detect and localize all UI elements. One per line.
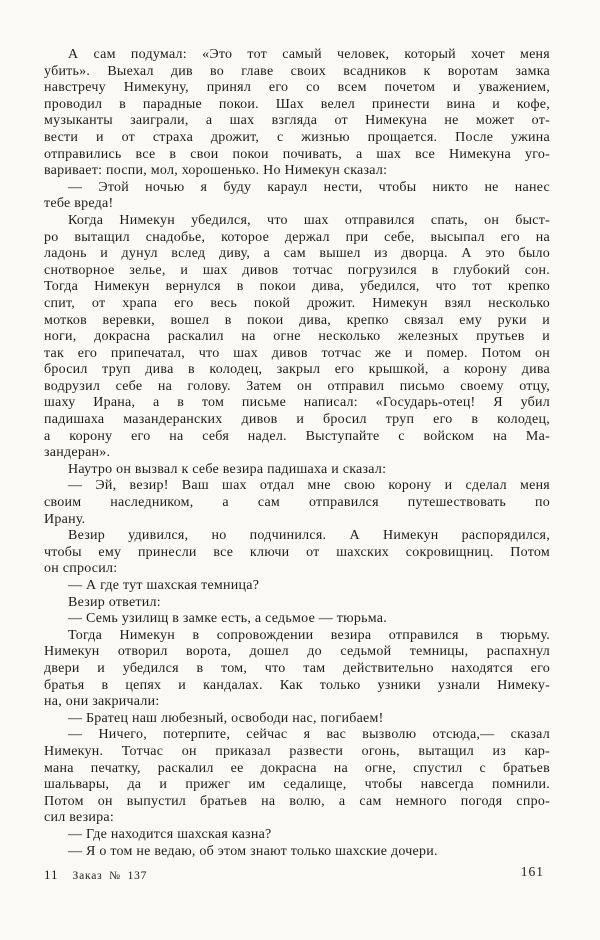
text-block xyxy=(44,47,550,860)
text-line: бросил труп дива в колодец, закрыл его крышкой, а корону дива xyxy=(44,362,550,378)
text-line: убить». Выехал див во главе своих всадников к воротам замка xyxy=(44,63,550,79)
text-line: Ирану. xyxy=(44,511,86,527)
page-number: 161 xyxy=(520,864,544,879)
paragraph xyxy=(44,180,550,213)
text-line: тебе вреда! xyxy=(44,196,114,212)
text-line: музыканты заиграли, а шах взгляда от Нимекуна не может от- xyxy=(44,113,550,129)
paragraph xyxy=(44,47,550,180)
paragraph xyxy=(44,844,550,861)
text-line: Наутро он вызвал к себе везира падишаха и сказал: xyxy=(68,461,387,477)
paragraph xyxy=(44,628,550,711)
text-line: — Я о том не ведаю, об этом знают только шахские дочери. xyxy=(68,843,438,859)
paragraph xyxy=(44,478,550,528)
text-line: шаху Ирана, а в том письме написал: «Государь-отец! Я убил xyxy=(44,395,550,411)
paragraph xyxy=(44,528,550,578)
text-line: Нимекун. Тотчас он приказал развести огонь, вытащил из кар- xyxy=(44,743,550,759)
text-line: — Ничего, потерпите, сейчас я вас вызволю отсюда,— сказал xyxy=(68,727,550,743)
text-line: варивает: поспи, мол, хорошенько. Но Нимекун сказал: xyxy=(44,163,388,179)
text-line: проводил в парадные покои. Шах велел принести вина и кофе, xyxy=(44,96,550,112)
text-line: Везир ответил: xyxy=(68,594,161,610)
text-line: — Братец наш любезный, освободи нас, погибаем! xyxy=(68,710,384,726)
order-label: Заказ № 137 xyxy=(72,870,148,882)
text-line: Когда Нимекун убедился, что шах отправился спать, он быст- xyxy=(68,212,550,228)
text-line: Везир удивился, но подчинился. А Нимекун распорядился, xyxy=(68,528,550,544)
text-line: чтобы ему принесли все ключи от шахских сокровищниц. Потом xyxy=(44,544,550,560)
text-line: падишаха мазандеранских дивов и бросил труп его в колодец, xyxy=(44,412,550,428)
text-line: двери и убедился в том, что там действительно находятся его xyxy=(44,660,550,676)
paragraph xyxy=(44,711,550,728)
text-line: а корону его на себя надел. Выступайте с войском на Ма- xyxy=(44,428,550,444)
text-line: водрузил себе на голову. Затем он отправил письмо своему отцу, xyxy=(44,378,550,394)
text-line: сил везира: xyxy=(44,810,114,826)
text-line: отправились все в свои покои почивать, а шах все Нимекуна уго- xyxy=(44,146,550,162)
text-line: ноги, докрасна раскалил на огне несколько железных прутьев и xyxy=(44,329,550,345)
paragraph xyxy=(44,578,550,595)
text-line: ро вытащил снадобье, которое держал при себе, высыпал его на xyxy=(44,229,550,245)
text-line: он спросил: xyxy=(44,561,118,577)
text-line: навстречу Нимекуну, принял его со всем почетом и уважением, xyxy=(44,80,550,96)
text-line: Тогда Нимекун вернулся в покои дива, убедился, что тот крепко xyxy=(44,279,550,295)
text-line: — Эй, везир! Ваш шах отдал мне свою корону и сделал меня xyxy=(68,478,550,494)
paragraph xyxy=(44,213,550,462)
text-line: своим наследником, а сам отправился путешествовать по xyxy=(44,495,550,511)
text-line: Нимекун отворил ворота, дошел до седьмой темницы, распахнул xyxy=(44,644,550,660)
paragraph xyxy=(44,462,550,479)
text-line: вести и от страха дрожит, с жизнью прощается. После ужина xyxy=(44,129,550,145)
text-line: шальвары, да и прижег им седалище, чтобы навсегда помнили. xyxy=(44,777,550,793)
text-line: мотков веревки, вошел в покои дива, крепко связал ему руки и xyxy=(44,312,550,328)
text-line: — А где тут шахская темница? xyxy=(68,578,260,593)
text-line: мана печатку, раскалил ее докрасна на огне, спустил с братьев xyxy=(44,760,550,776)
text-line: А сам подумал: «Это тот самый человек, который хочет меня xyxy=(68,47,550,62)
text-line: — Семь узилищ в замке есть, а седьмое — тюрьма. xyxy=(68,611,387,627)
text-line: Тогда Нимекун в сопровождении везира отправился в тюрьму. xyxy=(68,627,550,643)
text-line: так его припечатал, что шах дивов тотчас же и помер. Потом он xyxy=(44,345,550,361)
paragraph xyxy=(44,611,550,628)
text-line: на, они закричали: xyxy=(44,694,160,710)
print-run-number: 11 xyxy=(44,867,59,882)
text-line: Потом он выпустил братьев на волю, а сам немного погодя спро- xyxy=(44,793,550,809)
text-line: зандеран». xyxy=(44,445,111,461)
text-line: ладонь и дунул вслед диву, а сам вышел из дворца. А это было xyxy=(44,246,550,262)
text-line: спит, от храпа его весь покой дрожит. Нимекун взял несколько xyxy=(44,295,550,311)
paragraph xyxy=(44,727,550,827)
text-line: — Где находится шахская казна? xyxy=(68,826,272,842)
text-line: — Этой ночью я буду караул нести, чтобы никто не нанес xyxy=(68,179,550,195)
text-line: братья в цепях и кандалах. Как только узники узнали Нимеку- xyxy=(44,677,550,693)
text-line: снотворное зелье, и шах дивов тотчас погрузился в глубокий сон. xyxy=(44,262,550,278)
paragraph xyxy=(44,827,550,844)
page-footer xyxy=(44,864,550,887)
paragraph xyxy=(44,595,550,612)
